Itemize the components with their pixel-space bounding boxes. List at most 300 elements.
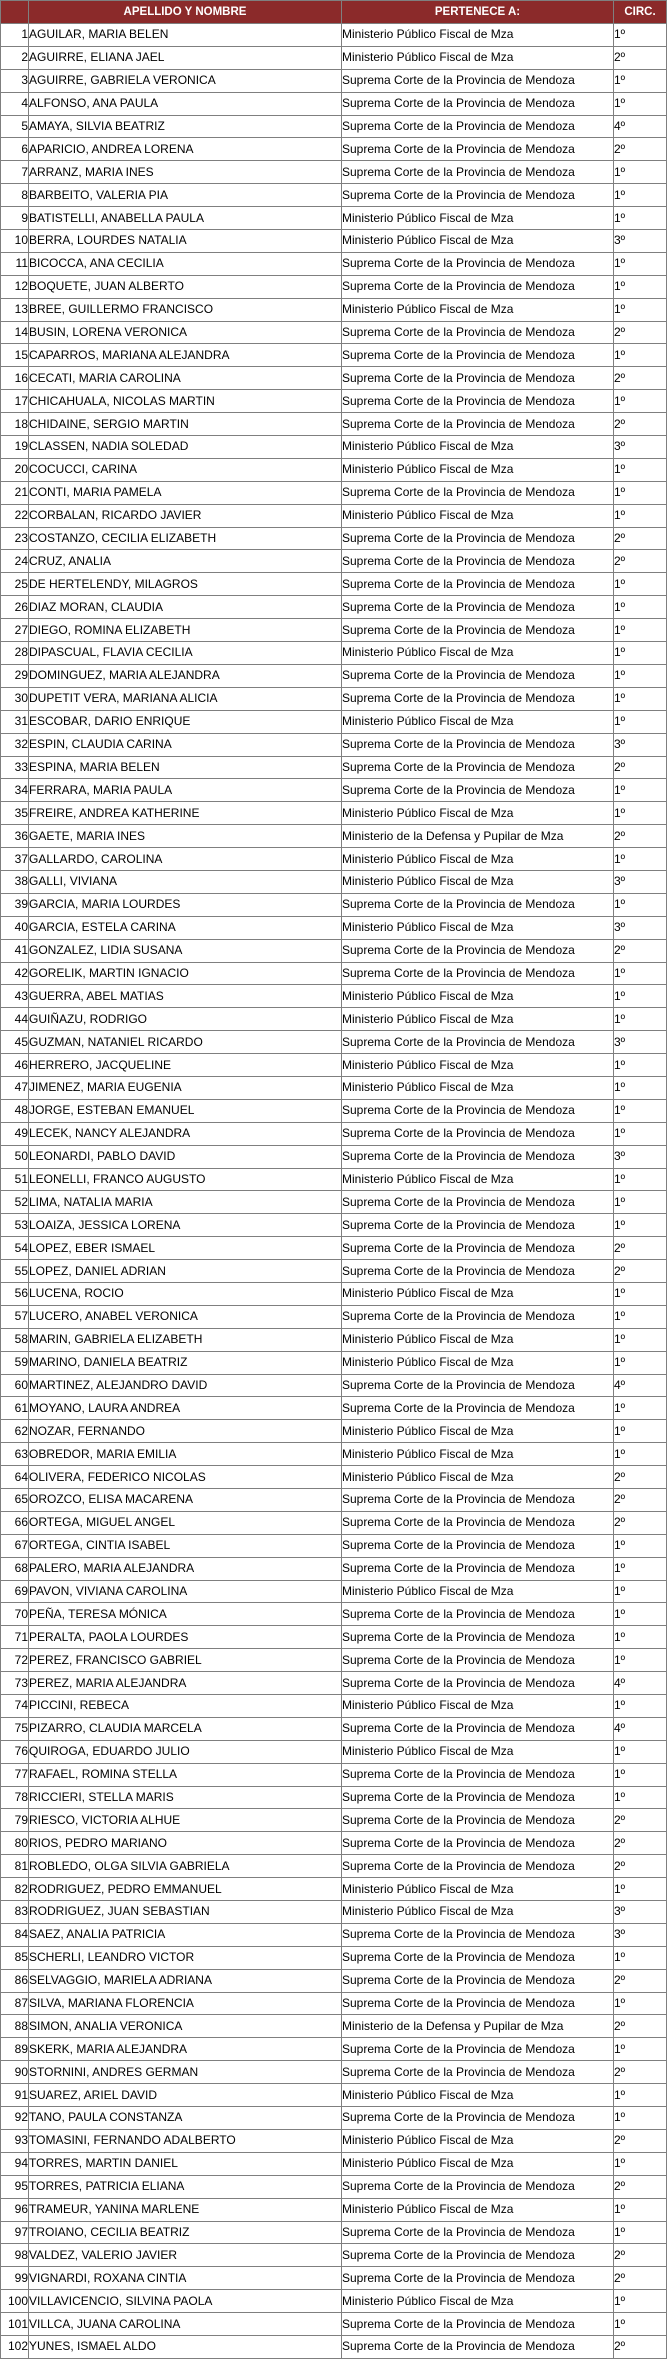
organization: Suprema Corte de la Provincia de Mendoza: [342, 2267, 614, 2290]
organization: Ministerio Público Fiscal de Mza: [342, 985, 614, 1008]
organization: Ministerio Público Fiscal de Mza: [342, 848, 614, 871]
person-name: APARICIO, ANDREA LORENA: [29, 138, 342, 161]
circumscription: 1º: [614, 1626, 667, 1649]
row-number: 26: [1, 596, 29, 619]
table-row: [1, 69, 667, 92]
table-row: [1, 1992, 667, 2015]
organization: Suprema Corte de la Provincia de Mendoza: [342, 756, 614, 779]
circumscription: 2º: [614, 2267, 667, 2290]
row-number: 101: [1, 2313, 29, 2336]
organization: Suprema Corte de la Provincia de Mendoza: [342, 1099, 614, 1122]
table-row: [1, 1145, 667, 1168]
organization: Suprema Corte de la Provincia de Mendoza: [342, 184, 614, 207]
table-row: [1, 1008, 667, 1031]
row-number: 65: [1, 1489, 29, 1512]
organization: Ministerio Público Fiscal de Mza: [342, 1901, 614, 1924]
organization: Ministerio Público Fiscal de Mza: [342, 230, 614, 253]
organization: Suprema Corte de la Provincia de Mendoza: [342, 1534, 614, 1557]
row-number: 100: [1, 2290, 29, 2313]
person-name: CRUZ, ANALIA: [29, 550, 342, 573]
organization: Suprema Corte de la Provincia de Mendoza: [342, 1260, 614, 1283]
table-row: [1, 619, 667, 642]
person-name: DE HERTELENDY, MILAGROS: [29, 573, 342, 596]
table-row: [1, 321, 667, 344]
circumscription: 1º: [614, 1603, 667, 1626]
person-name: ORTEGA, CINTIA ISABEL: [29, 1534, 342, 1557]
circumscription: 3º: [614, 230, 667, 253]
organization: Suprema Corte de la Provincia de Mendoza: [342, 962, 614, 985]
row-number: 80: [1, 1832, 29, 1855]
row-number: 14: [1, 321, 29, 344]
header-organization: PERTENECE A:: [342, 1, 614, 24]
row-number: 39: [1, 893, 29, 916]
circumscription: 1º: [614, 596, 667, 619]
circumscription: 4º: [614, 115, 667, 138]
row-number: 57: [1, 1305, 29, 1328]
person-name: VIGNARDI, ROXANA CINTIA: [29, 2267, 342, 2290]
person-name: DUPETIT VERA, MARIANA ALICIA: [29, 687, 342, 710]
circumscription: 1º: [614, 1443, 667, 1466]
circumscription: 2º: [614, 1489, 667, 1512]
person-name: RICCIERI, STELLA MARIS: [29, 1786, 342, 1809]
circumscription: 2º: [614, 2335, 667, 2358]
header-number: [1, 1, 29, 24]
person-name: ESPINA, MARIA BELEN: [29, 756, 342, 779]
row-number: 92: [1, 2107, 29, 2130]
circumscription: 2º: [614, 1855, 667, 1878]
organization: Ministerio Público Fiscal de Mza: [342, 2290, 614, 2313]
table-row: [1, 550, 667, 573]
organization: Ministerio Público Fiscal de Mza: [342, 1580, 614, 1603]
person-name: DOMINGUEZ, MARIA ALEJANDRA: [29, 664, 342, 687]
row-number: 56: [1, 1282, 29, 1305]
row-number: 2: [1, 46, 29, 69]
circumscription: 1º: [614, 1191, 667, 1214]
person-name: ARRANZ, MARIA INES: [29, 161, 342, 184]
table-row: [1, 1282, 667, 1305]
person-name: GUERRA, ABEL MATIAS: [29, 985, 342, 1008]
table-row: [1, 161, 667, 184]
circumscription: 2º: [614, 1237, 667, 1260]
row-number: 45: [1, 1031, 29, 1054]
row-number: 43: [1, 985, 29, 1008]
organization: Suprema Corte de la Provincia de Mendoza: [342, 1489, 614, 1512]
table-row: [1, 1466, 667, 1489]
table-row: [1, 344, 667, 367]
organization: Ministerio de la Defensa y Pupilar de Mza: [342, 2015, 614, 2038]
row-number: 51: [1, 1168, 29, 1191]
organization: Ministerio Público Fiscal de Mza: [342, 710, 614, 733]
row-number: 83: [1, 1901, 29, 1924]
organization: Ministerio Público Fiscal de Mza: [342, 1420, 614, 1443]
circumscription: 1º: [614, 2290, 667, 2313]
person-name: CECATI, MARIA CAROLINA: [29, 367, 342, 390]
row-number: 41: [1, 939, 29, 962]
circumscription: 1º: [614, 207, 667, 230]
person-name: BATISTELLI, ANABELLA PAULA: [29, 207, 342, 230]
circumscription: 1º: [614, 2038, 667, 2061]
table-row: [1, 1260, 667, 1283]
organization: Suprema Corte de la Provincia de Mendoza: [342, 481, 614, 504]
row-number: 13: [1, 298, 29, 321]
organization: Ministerio Público Fiscal de Mza: [342, 1466, 614, 1489]
organization: Suprema Corte de la Provincia de Mendoza: [342, 1969, 614, 1992]
circumscription: 1º: [614, 2107, 667, 2130]
table-row: [1, 1351, 667, 1374]
circumscription: 2º: [614, 550, 667, 573]
organization: Suprema Corte de la Provincia de Mendoza: [342, 619, 614, 642]
row-number: 33: [1, 756, 29, 779]
row-number: 36: [1, 825, 29, 848]
circumscription: 1º: [614, 1122, 667, 1145]
row-number: 93: [1, 2129, 29, 2152]
organization: Suprema Corte de la Provincia de Mendoza: [342, 1031, 614, 1054]
circumscription: 1º: [614, 184, 667, 207]
organization: Suprema Corte de la Provincia de Mendoza: [342, 1946, 614, 1969]
row-number: 44: [1, 1008, 29, 1031]
table-row: [1, 733, 667, 756]
circumscription: 1º: [614, 687, 667, 710]
circumscription: 4º: [614, 1672, 667, 1695]
table-row: [1, 664, 667, 687]
person-name: SUAREZ, ARIEL DAVID: [29, 2084, 342, 2107]
organization: Ministerio Público Fiscal de Mza: [342, 1443, 614, 1466]
organization: Suprema Corte de la Provincia de Mendoza: [342, 1557, 614, 1580]
circumscription: 1º: [614, 1695, 667, 1718]
table-row: [1, 687, 667, 710]
person-name: RODRIGUEZ, JUAN SEBASTIAN: [29, 1901, 342, 1924]
organization: Suprema Corte de la Provincia de Mendoza: [342, 2313, 614, 2336]
table-row: [1, 1511, 667, 1534]
organization: Suprema Corte de la Provincia de Mendoza: [342, 2335, 614, 2358]
organization: Suprema Corte de la Provincia de Mendoza: [342, 1832, 614, 1855]
row-number: 7: [1, 161, 29, 184]
circumscription: 1º: [614, 1214, 667, 1237]
person-name: TORRES, PATRICIA ELIANA: [29, 2175, 342, 2198]
circumscription: 1º: [614, 642, 667, 665]
organization: Ministerio Público Fiscal de Mza: [342, 2129, 614, 2152]
person-name: LUCERO, ANABEL VERONICA: [29, 1305, 342, 1328]
row-number: 15: [1, 344, 29, 367]
row-number: 34: [1, 779, 29, 802]
row-number: 48: [1, 1099, 29, 1122]
organization: Suprema Corte de la Provincia de Mendoza: [342, 252, 614, 275]
table-row: [1, 1626, 667, 1649]
person-name: GALLARDO, CAROLINA: [29, 848, 342, 871]
table-row: [1, 916, 667, 939]
organization: Suprema Corte de la Provincia de Mendoza: [342, 1397, 614, 1420]
circumscription: 1º: [614, 1328, 667, 1351]
circumscription: 2º: [614, 367, 667, 390]
organization: Suprema Corte de la Provincia de Mendoza: [342, 2175, 614, 2198]
organization: Suprema Corte de la Provincia de Mendoza: [342, 321, 614, 344]
table-row: [1, 527, 667, 550]
table-row: [1, 1580, 667, 1603]
person-name: RIESCO, VICTORIA ALHUE: [29, 1809, 342, 1832]
circumscription: 2º: [614, 2175, 667, 2198]
circumscription: 2º: [614, 1466, 667, 1489]
person-name: BREE, GUILLERMO FRANCISCO: [29, 298, 342, 321]
circumscription: 1º: [614, 985, 667, 1008]
circumscription: 1º: [614, 390, 667, 413]
circumscription: 1º: [614, 1763, 667, 1786]
person-name: LEONARDI, PABLO DAVID: [29, 1145, 342, 1168]
table-row: [1, 230, 667, 253]
person-name: PEÑA, TERESA MÓNICA: [29, 1603, 342, 1626]
person-name: TORRES, MARTIN DANIEL: [29, 2152, 342, 2175]
person-name: GUIÑAZU, RODRIGO: [29, 1008, 342, 1031]
person-name: MARIN, GABRIELA ELIZABETH: [29, 1328, 342, 1351]
table-row: [1, 275, 667, 298]
row-number: 52: [1, 1191, 29, 1214]
person-name: VALDEZ, VALERIO JAVIER: [29, 2244, 342, 2267]
organization: Suprema Corte de la Provincia de Mendoza: [342, 1191, 614, 1214]
table-row: [1, 1740, 667, 1763]
table-row: [1, 1076, 667, 1099]
table-row: [1, 1786, 667, 1809]
row-number: 18: [1, 413, 29, 436]
person-name: LUCENA, ROCIO: [29, 1282, 342, 1305]
circumscription: 1º: [614, 1992, 667, 2015]
table-row: [1, 2084, 667, 2107]
circumscription: 1º: [614, 1351, 667, 1374]
circumscription: 1º: [614, 573, 667, 596]
table-row: [1, 893, 667, 916]
organization: Suprema Corte de la Provincia de Mendoza: [342, 1237, 614, 1260]
table-row: [1, 802, 667, 825]
circumscription: 2º: [614, 2129, 667, 2152]
table-row: [1, 1809, 667, 1832]
table-row: [1, 298, 667, 321]
row-number: 77: [1, 1763, 29, 1786]
circumscription: 2º: [614, 939, 667, 962]
row-number: 55: [1, 1260, 29, 1283]
organization: Ministerio Público Fiscal de Mza: [342, 1695, 614, 1718]
row-number: 27: [1, 619, 29, 642]
circumscription: 1º: [614, 161, 667, 184]
row-number: 98: [1, 2244, 29, 2267]
row-number: 67: [1, 1534, 29, 1557]
circumscription: 1º: [614, 779, 667, 802]
table-row: [1, 2152, 667, 2175]
table-row: [1, 2175, 667, 2198]
circumscription: 1º: [614, 619, 667, 642]
circumscription: 3º: [614, 436, 667, 459]
table-row: [1, 1054, 667, 1077]
circumscription: 1º: [614, 1740, 667, 1763]
circumscription: 3º: [614, 916, 667, 939]
row-number: 31: [1, 710, 29, 733]
person-name: TROIANO, CECILIA BEATRIZ: [29, 2221, 342, 2244]
circumscription: 2º: [614, 413, 667, 436]
organization: Suprema Corte de la Provincia de Mendoza: [342, 367, 614, 390]
organization: Suprema Corte de la Provincia de Mendoza: [342, 1763, 614, 1786]
organization: Ministerio Público Fiscal de Mza: [342, 1076, 614, 1099]
row-number: 53: [1, 1214, 29, 1237]
row-number: 23: [1, 527, 29, 550]
person-name: PALERO, MARIA ALEJANDRA: [29, 1557, 342, 1580]
circumscription: 2º: [614, 321, 667, 344]
person-name: PERALTA, PAOLA LOURDES: [29, 1626, 342, 1649]
row-number: 69: [1, 1580, 29, 1603]
circumscription: 1º: [614, 1282, 667, 1305]
table-row: [1, 1855, 667, 1878]
circumscription: 2º: [614, 46, 667, 69]
row-number: 89: [1, 2038, 29, 2061]
person-name: SIMON, ANALIA VERONICA: [29, 2015, 342, 2038]
table-row: [1, 46, 667, 69]
row-number: 58: [1, 1328, 29, 1351]
person-name: OLIVERA, FEDERICO NICOLAS: [29, 1466, 342, 1489]
table-row: [1, 1603, 667, 1626]
person-name: OROZCO, ELISA MACARENA: [29, 1489, 342, 1512]
row-number: 76: [1, 1740, 29, 1763]
circumscription: 1º: [614, 1878, 667, 1901]
person-name: CONTI, MARIA PAMELA: [29, 481, 342, 504]
organization: Ministerio Público Fiscal de Mza: [342, 2198, 614, 2221]
circumscription: 3º: [614, 1901, 667, 1924]
row-number: 71: [1, 1626, 29, 1649]
circumscription: 1º: [614, 1420, 667, 1443]
person-name: LOAIZA, JESSICA LORENA: [29, 1214, 342, 1237]
table-row: [1, 1649, 667, 1672]
table-row: [1, 1901, 667, 1924]
circumscription: 2º: [614, 527, 667, 550]
organization: Suprema Corte de la Provincia de Mendoza: [342, 939, 614, 962]
table-row: [1, 1534, 667, 1557]
organization: Suprema Corte de la Provincia de Mendoza: [342, 779, 614, 802]
row-number: 16: [1, 367, 29, 390]
organization: Suprema Corte de la Provincia de Mendoza: [342, 1672, 614, 1695]
row-number: 59: [1, 1351, 29, 1374]
table-row: [1, 2335, 667, 2358]
table-row: [1, 1305, 667, 1328]
organization: Suprema Corte de la Provincia de Mendoza: [342, 1923, 614, 1946]
table-row: [1, 413, 667, 436]
table-row: [1, 184, 667, 207]
row-number: 10: [1, 230, 29, 253]
row-number: 82: [1, 1878, 29, 1901]
row-number: 47: [1, 1076, 29, 1099]
table-row: [1, 207, 667, 230]
person-name: PAVON, VIVIANA CAROLINA: [29, 1580, 342, 1603]
circumscription: 2º: [614, 138, 667, 161]
person-name: STORNINI, ANDRES GERMAN: [29, 2061, 342, 2084]
organization: Suprema Corte de la Provincia de Mendoza: [342, 1717, 614, 1740]
person-name: NOZAR, FERNANDO: [29, 1420, 342, 1443]
organization: Suprema Corte de la Provincia de Mendoza: [342, 413, 614, 436]
organization: Suprema Corte de la Provincia de Mendoza: [342, 92, 614, 115]
row-number: 4: [1, 92, 29, 115]
circumscription: 1º: [614, 1786, 667, 1809]
table-row: [1, 2038, 667, 2061]
person-name: VILLCA, JUANA CAROLINA: [29, 2313, 342, 2336]
person-name: JIMENEZ, MARIA EUGENIA: [29, 1076, 342, 1099]
organization: Suprema Corte de la Provincia de Mendoza: [342, 893, 614, 916]
table-row: [1, 1237, 667, 1260]
organization: Suprema Corte de la Provincia de Mendoza: [342, 596, 614, 619]
person-name: GUZMAN, NATANIEL RICARDO: [29, 1031, 342, 1054]
row-number: 3: [1, 69, 29, 92]
table-row: [1, 1763, 667, 1786]
row-number: 62: [1, 1420, 29, 1443]
circumscription: 3º: [614, 1145, 667, 1168]
circumscription: 2º: [614, 2015, 667, 2038]
organization: Ministerio Público Fiscal de Mza: [342, 24, 614, 47]
row-number: 40: [1, 916, 29, 939]
organization: Ministerio Público Fiscal de Mza: [342, 1740, 614, 1763]
person-name: YUNES, ISMAEL ALDO: [29, 2335, 342, 2358]
row-number: 28: [1, 642, 29, 665]
table-row: [1, 92, 667, 115]
person-name: HERRERO, JACQUELINE: [29, 1054, 342, 1077]
row-number: 72: [1, 1649, 29, 1672]
row-number: 85: [1, 1946, 29, 1969]
organization: Suprema Corte de la Provincia de Mendoza: [342, 390, 614, 413]
organization: Suprema Corte de la Provincia de Mendoza: [342, 1649, 614, 1672]
circumscription: 2º: [614, 2244, 667, 2267]
organization: Suprema Corte de la Provincia de Mendoza: [342, 1809, 614, 1832]
circumscription: 2º: [614, 756, 667, 779]
circumscription: 1º: [614, 1397, 667, 1420]
circumscription: 1º: [614, 92, 667, 115]
person-name: ORTEGA, MIGUEL ANGEL: [29, 1511, 342, 1534]
person-name: FREIRE, ANDREA KATHERINE: [29, 802, 342, 825]
person-name: MARTINEZ, ALEJANDRO DAVID: [29, 1374, 342, 1397]
table-row: [1, 390, 667, 413]
row-number: 66: [1, 1511, 29, 1534]
table-row: [1, 1214, 667, 1237]
organization: Ministerio Público Fiscal de Mza: [342, 642, 614, 665]
person-name: BERRA, LOURDES NATALIA: [29, 230, 342, 253]
organization: Suprema Corte de la Provincia de Mendoza: [342, 1511, 614, 1534]
organization: Suprema Corte de la Provincia de Mendoza: [342, 687, 614, 710]
table-row: [1, 985, 667, 1008]
organization: Ministerio Público Fiscal de Mza: [342, 870, 614, 893]
table-row: [1, 1969, 667, 1992]
row-number: 73: [1, 1672, 29, 1695]
table-row: [1, 1557, 667, 1580]
person-name: PEREZ, FRANCISCO GABRIEL: [29, 1649, 342, 1672]
row-number: 81: [1, 1855, 29, 1878]
circumscription: 1º: [614, 2084, 667, 2107]
table-row: [1, 1420, 667, 1443]
organization: Suprema Corte de la Provincia de Mendoza: [342, 527, 614, 550]
person-name: GAETE, MARIA INES: [29, 825, 342, 848]
organization: Suprema Corte de la Provincia de Mendoza: [342, 1305, 614, 1328]
table-row: [1, 115, 667, 138]
table-row: [1, 2129, 667, 2152]
table-row: [1, 1191, 667, 1214]
row-number: 6: [1, 138, 29, 161]
circumscription: 1º: [614, 1649, 667, 1672]
row-number: 46: [1, 1054, 29, 1077]
circumscription: 1º: [614, 2313, 667, 2336]
row-number: 97: [1, 2221, 29, 2244]
circumscription: 3º: [614, 733, 667, 756]
row-number: 9: [1, 207, 29, 230]
person-name: PEREZ, MARIA ALEJANDRA: [29, 1672, 342, 1695]
table-row: [1, 2061, 667, 2084]
row-number: 25: [1, 573, 29, 596]
organization: Ministerio Público Fiscal de Mza: [342, 2084, 614, 2107]
row-number: 68: [1, 1557, 29, 1580]
row-number: 30: [1, 687, 29, 710]
person-name: COCUCCI, CARINA: [29, 458, 342, 481]
organization: Ministerio de la Defensa y Pupilar de Mza: [342, 825, 614, 848]
organization: Ministerio Público Fiscal de Mza: [342, 298, 614, 321]
organization: Suprema Corte de la Provincia de Mendoza: [342, 115, 614, 138]
